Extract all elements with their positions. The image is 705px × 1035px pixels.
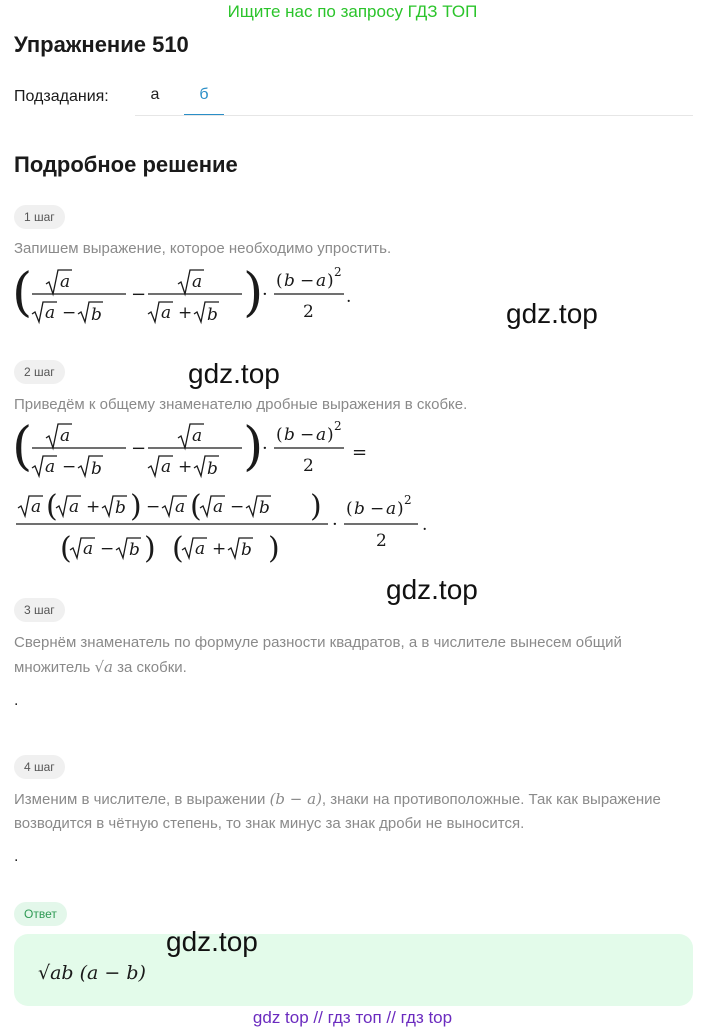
subtasks-divider bbox=[135, 115, 693, 116]
svg-text:−: − bbox=[131, 438, 147, 459]
svg-text:a: a bbox=[213, 497, 224, 517]
svg-text:+: + bbox=[178, 457, 193, 477]
svg-text:b: b bbox=[354, 499, 365, 519]
svg-text:2: 2 bbox=[303, 456, 314, 476]
promo-banner: Ищите нас по запросу ГДЗ ТОП bbox=[227, 2, 478, 21]
svg-text:+: + bbox=[86, 497, 101, 517]
step-1-badge: 1 шаг bbox=[14, 205, 65, 229]
svg-text:): ) bbox=[130, 489, 142, 524]
svg-text:b: b bbox=[207, 305, 218, 325]
svg-text:−: − bbox=[300, 425, 315, 445]
step-1-text: Запишем выражение, которое необходимо упростить. bbox=[14, 240, 392, 257]
svg-text:2: 2 bbox=[334, 419, 342, 433]
svg-text:.: . bbox=[346, 287, 352, 307]
step-4-text bbox=[14, 787, 694, 836]
svg-text:(: ( bbox=[190, 489, 202, 524]
svg-text:(: ( bbox=[276, 425, 283, 445]
svg-text:(: ( bbox=[346, 499, 353, 519]
subtask-tab-a[interactable]: а bbox=[150, 86, 160, 103]
svg-text:a: a bbox=[161, 457, 172, 477]
svg-text:a: a bbox=[60, 272, 71, 292]
fraction-1 bbox=[32, 270, 126, 325]
svg-text:−: − bbox=[370, 499, 385, 519]
section-title: Подробное решение bbox=[14, 152, 238, 177]
step-4-inline-math: (b − a) bbox=[269, 790, 322, 808]
step-3-text bbox=[14, 631, 694, 680]
svg-text:·: · bbox=[332, 514, 338, 535]
svg-text:2: 2 bbox=[404, 493, 412, 507]
answer-badge: Ответ bbox=[14, 902, 67, 926]
step-3-text-after: за скобки. bbox=[117, 659, 187, 676]
svg-text:a: a bbox=[60, 426, 71, 446]
svg-text:): ) bbox=[144, 531, 156, 566]
step-4-text-before: Изменим в числителе, в выражении bbox=[14, 791, 266, 808]
svg-text:a: a bbox=[192, 272, 203, 292]
step-1-formula bbox=[10, 262, 370, 332]
svg-text:·: · bbox=[262, 284, 268, 305]
svg-text:+: + bbox=[212, 539, 227, 559]
svg-text:(: ( bbox=[46, 489, 58, 524]
step-3-text-before: Свернём знаменатель по формуле разности квадратов, а в числителе вынесем общий множитель bbox=[14, 634, 622, 676]
answer-expression: √ab (a − b) bbox=[38, 962, 146, 984]
step-4-badge: 4 шаг bbox=[14, 755, 65, 779]
svg-text:a: a bbox=[161, 303, 172, 323]
step-2-badge: 2 шаг bbox=[14, 360, 65, 384]
svg-text:a: a bbox=[83, 539, 94, 559]
step-4-tail: . bbox=[14, 848, 19, 865]
svg-text:): ) bbox=[268, 531, 280, 566]
svg-text:a: a bbox=[175, 497, 186, 517]
subtask-tab-b[interactable]: б bbox=[184, 86, 224, 116]
svg-text:b: b bbox=[91, 305, 102, 325]
paren-left: ( bbox=[12, 263, 33, 323]
step-4-text-after: , знаки на противоположные. Так как выражение возводится в чётную степень, то знак минус за знак дроби не выносится. bbox=[14, 791, 661, 832]
svg-text:b: b bbox=[91, 459, 102, 479]
svg-text:): ) bbox=[327, 425, 334, 445]
svg-text:a: a bbox=[195, 539, 206, 559]
svg-text:−: − bbox=[62, 303, 77, 323]
svg-text:b: b bbox=[241, 540, 252, 560]
watermark-2: gdz.top bbox=[188, 358, 280, 389]
fraction-3 bbox=[274, 265, 344, 322]
svg-text:a: a bbox=[31, 497, 42, 517]
svg-text:b: b bbox=[259, 498, 270, 518]
svg-text:a: a bbox=[45, 457, 56, 477]
svg-text:·: · bbox=[262, 438, 268, 459]
svg-text:=: = bbox=[352, 442, 368, 463]
svg-text:+: + bbox=[178, 303, 193, 323]
svg-text:a: a bbox=[69, 497, 80, 517]
svg-text:a: a bbox=[316, 271, 327, 291]
svg-text:b: b bbox=[207, 459, 218, 479]
svg-text:−: − bbox=[300, 271, 315, 291]
svg-text:(: ( bbox=[276, 271, 283, 291]
svg-text:b: b bbox=[115, 498, 126, 518]
page-title: Упражнение 510 bbox=[14, 32, 189, 57]
svg-text:b: b bbox=[284, 271, 295, 291]
step-3-inline-math: √a bbox=[94, 658, 113, 676]
svg-text:a: a bbox=[316, 425, 327, 445]
watermark-4: gdz.top bbox=[166, 926, 258, 957]
svg-text:2: 2 bbox=[334, 265, 342, 279]
step-2-text: Приведём к общему знаменателю дробные выражения в скобке. bbox=[14, 396, 468, 413]
watermark-1: gdz.top bbox=[506, 298, 598, 329]
svg-text:.: . bbox=[422, 515, 428, 535]
svg-text:): ) bbox=[397, 499, 404, 519]
svg-text:(: ( bbox=[60, 531, 72, 566]
svg-text:b: b bbox=[284, 425, 295, 445]
svg-text:−: − bbox=[100, 539, 115, 559]
svg-text:a: a bbox=[192, 426, 203, 446]
subtasks-label: Подзадания: bbox=[14, 88, 109, 105]
svg-text:a: a bbox=[45, 303, 56, 323]
paren-right: ) bbox=[243, 263, 264, 323]
step-3-tail: . bbox=[14, 692, 19, 709]
watermark-3: gdz.top bbox=[386, 574, 478, 605]
svg-text:−: − bbox=[62, 457, 77, 477]
footer-links: gdz top // гдз топ // гдз top bbox=[252, 1008, 453, 1027]
svg-text:): ) bbox=[310, 489, 322, 524]
svg-text:(: ( bbox=[172, 531, 184, 566]
svg-text:): ) bbox=[327, 271, 334, 291]
svg-text:(: ( bbox=[12, 417, 33, 477]
svg-text:b: b bbox=[129, 540, 140, 560]
svg-text:−: − bbox=[131, 284, 147, 305]
svg-text:−: − bbox=[146, 497, 161, 517]
svg-text:2: 2 bbox=[376, 531, 387, 551]
svg-text:−: − bbox=[230, 497, 245, 517]
svg-text:2: 2 bbox=[303, 302, 314, 322]
svg-text:): ) bbox=[243, 417, 264, 477]
fraction-2 bbox=[148, 270, 242, 325]
step-3-badge: 3 шаг bbox=[14, 598, 65, 622]
svg-text:a: a bbox=[386, 499, 397, 519]
step-2-formula bbox=[10, 416, 450, 572]
